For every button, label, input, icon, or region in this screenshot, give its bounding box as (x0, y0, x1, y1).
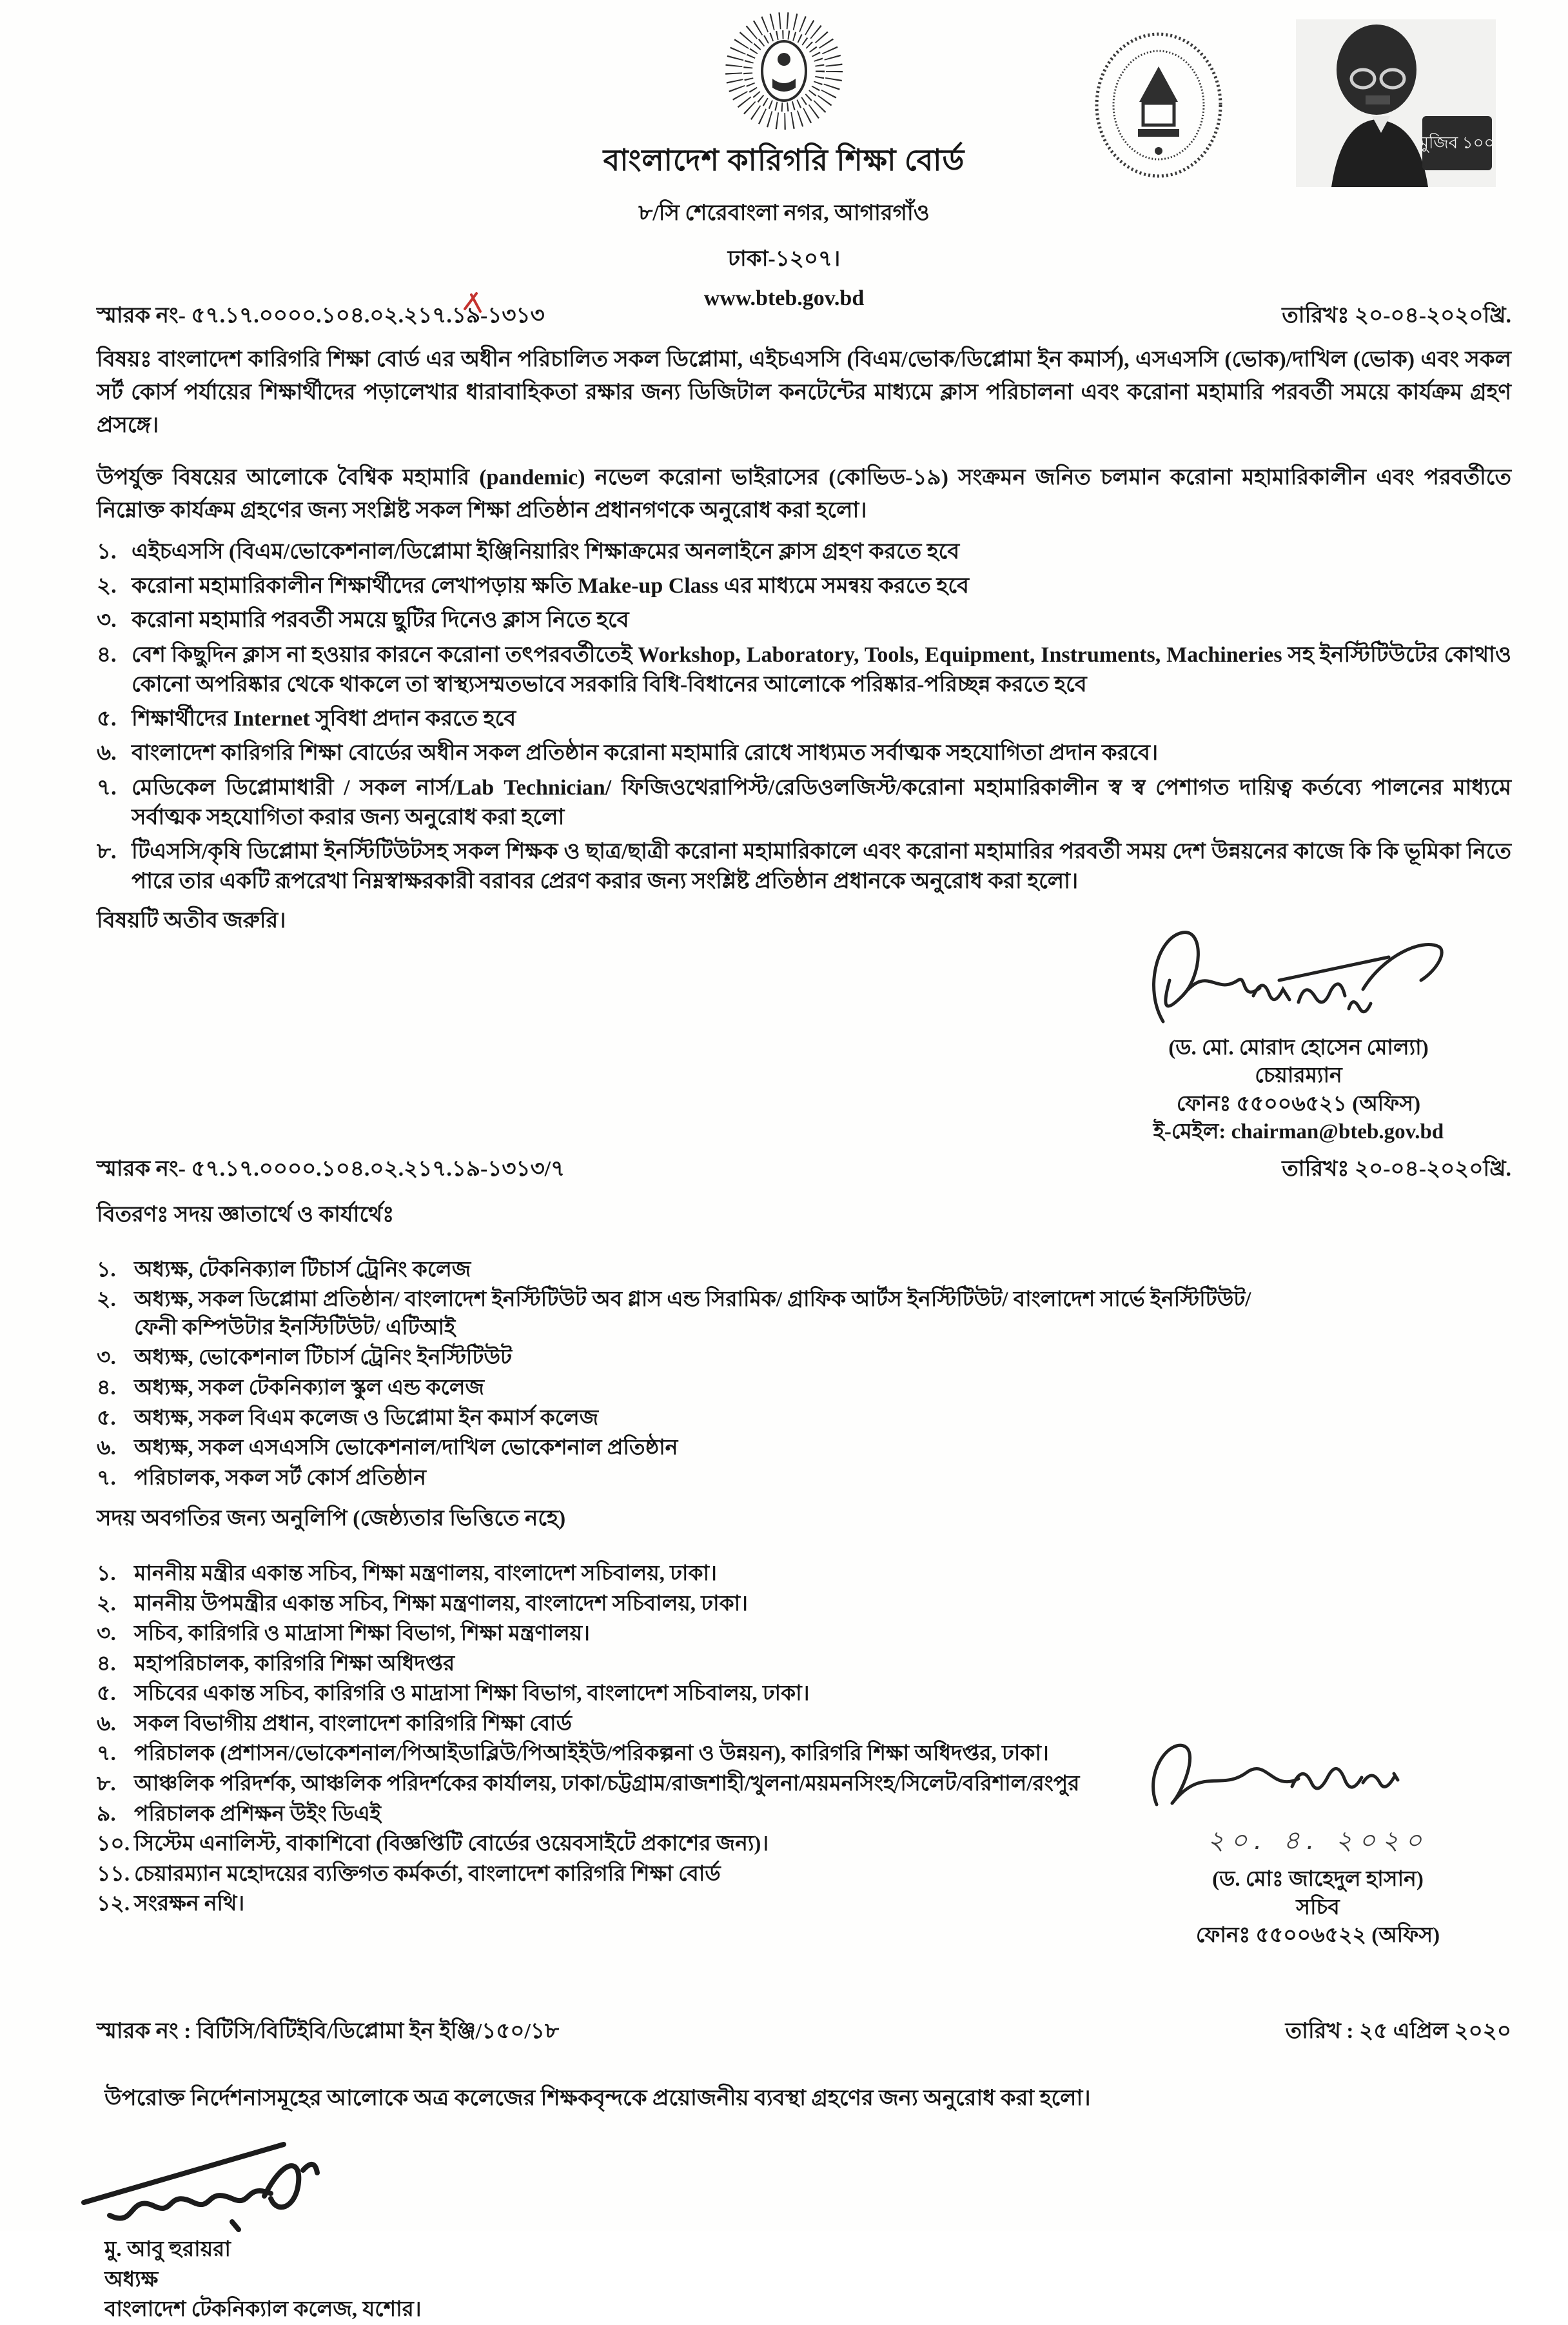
copy-item: ২. মাননীয় উপমন্ত্রীর একান্ত সচিব, শিক্ষা মন্ত্রণালয়, বাংলাদেশ সচিবালয়, ঢাকা। (97, 1592, 748, 1616)
letterhead (0, 0, 1568, 310)
opening-paragraph: উপর্যুক্ত বিষয়ের আলোকে বৈশ্বিক মহামারি (pandemic) নভেল করোনা ভাইরাসের (কোভিড-১৯) সংক্রমন জনিত চলমান করোনা মহামারিকালীন এবং পরবর্তীতে নিম্নোক্ত কার্যক্রম গ্রহণের জন্য সংশ্লিষ্ট সকল শিক্ষা প্রতিষ্ঠান প্রধানগণকে অনুরোধ করা হলো। (97, 466, 1511, 522)
distribution-heading: বিতরণঃ সদয় জ্ঞাতার্থে ও কার্যার্থেঃ (97, 1202, 395, 1227)
memo-row-1 (97, 299, 1511, 335)
chairman-signature (1086, 918, 1511, 1041)
mujib-100-portrait (1296, 19, 1496, 187)
secretary-signature (1118, 1727, 1518, 1824)
copy-item: ৮. আঞ্চলিক পরিদর্শক, আঞ্চলিক পরিদর্শকের কার্যালয়, ঢাকা/চট্টগ্রাম/রাজশাহী/খুলনা/ময়মনসিংহ/সিলেট/বরিশাল/রংপুর (97, 1772, 1080, 1796)
directive-item: ৮. টিএসসি/কৃষি ডিপ্লোমা ইনস্টিটিউটসহ সকল শিক্ষক ও ছাত্র/ছাত্রী করোনা মহামারিকালে এবং করোনা মহামারির পরবর্তী সময় দেশ উন্নয়নের কাজে কি কি ভূমিকা নিতে পারে তার একটি রূপরেখা নিম্নস্বাক্ষরকারী বরাবর প্রেরণ করার জন্য সংশ্লিষ্ট প্রতিষ্ঠান প্রধানকে অনুরোধ করা হলো। (97, 840, 1511, 894)
chairman-title: চেয়ারম্যান (1255, 1064, 1342, 1088)
copy-item: ৩. সচিব, কারিগরি ও মাদ্রাসা শিক্ষা বিভাগ, শিক্ষা মন্ত্রণালয়। (97, 1622, 590, 1646)
memo-number-3: স্মারক নং : বিটিসি/বিটিইবি/ডিপ্লোমা ইন ইঞ্জি/১৫০/১৮ (97, 2019, 560, 2043)
copies-heading: সদয় অবগতির জন্য অনুলিপি (জেষ্ঠ্যতার ভিত্তিতে নহে) (97, 1507, 566, 1531)
distribution-item: ৪. অধ্যক্ষ, সকল টেকনিক্যাল স্কুল এন্ড কলেজ (97, 1376, 485, 1400)
distribution-item: ১. অধ্যক্ষ, টেকনিক্যাল টিচার্স ট্রেনিং কলেজ (97, 1258, 471, 1281)
memo-date-3: তারিখ : ২৫ এপ্রিল ২০২০ (1285, 2019, 1511, 2043)
education-board-seal-icon (1093, 31, 1225, 179)
copy-item: ৯. পরিচালক প্রশিক্ষন উইং ডিএই (97, 1802, 381, 1826)
secretary-signature-block (1118, 1727, 1518, 1950)
copy-item: ৪. মহাপরিচালক, কারিগরি শিক্ষা অধিদপ্তর (97, 1652, 455, 1676)
distribution-item: ২. অধ্যক্ষ, সকল ডিপ্লোমা প্রতিষ্ঠান/ বাংলাদেশ ইনস্টিটিউট অব গ্লাস এন্ড সিরামিক/ গ্রাফিক আর্টস ইনস্টিটিউট/ বাংলাদেশ সার্ভে ইনস্টিটিউট/ ফেনী কম্পিউটার ইনস্টিটিউট/ এটিআই (97, 1288, 1251, 1340)
copy-item: ১০. সিস্টেম এনালিস্ট, বাকাশিবো (বিজ্ঞপ্তিটি বোর্ডের ওয়েবসাইটে প্রকাশের জন্য)। (97, 1832, 769, 1856)
memo-date-2: তারিখঃ ২০-০৪-২০২০খ্রি. (1282, 1156, 1511, 1181)
copy-item: ৬. সকল বিভাগীয় প্রধান, বাংলাদেশ কারিগরি শিক্ষা বোর্ড (97, 1712, 572, 1736)
chairman-signature-block (1086, 918, 1511, 1147)
chairman-name: (ড. মো. মোরাদ হোসেন মোল্যা) (1168, 1036, 1429, 1060)
distribution-item: ৫. অধ্যক্ষ, সকল বিএম কলেজ ও ডিপ্লোমা ইন কমার্স কলেজ (97, 1406, 599, 1430)
subject-paragraph: বিষয়ঃ বাংলাদেশ কারিগরি শিক্ষা বোর্ড এর অধীন পরিচালিত সকল ডিপ্লোমা, এইচএসসি (বিএম/ভোক/ডিপ্লোমা ইন কমার্স), এসএসসি (ভোক)/দাখিল (ভোক) এবং সকল সর্ট কোর্স পর্যায়ের শিক্ষার্থীদের পড়ালেখার ধারাবাহিকতা রক্ষার জন্য ডিজিটাল কনটেন্টের মাধ্যমে ক্লাস পরিচালনা এবং করোনা মহামারি পরবর্তী সময়ে কার্যক্রম গ্রহণ প্রসঙ্গে। (97, 348, 1511, 437)
secretary-name: (ড. মোঃ জাহেদুল হাসান) (1212, 1868, 1424, 1892)
secretary-phone: ফোনঃ ৫৫০০৬৫২২ (অফিস) (1195, 1924, 1440, 1948)
directives-list (97, 537, 1511, 897)
copy-item: ১২. সংরক্ষন নথি। (97, 1892, 245, 1916)
distribution-item: ৬. অধ্যক্ষ, সকল এসএসসি ভোকেশনাল/দাখিল ভোকেশনাল প্রতিষ্ঠান (97, 1436, 678, 1460)
distribution-list (97, 1256, 1511, 1492)
bteb-monogram-icon (710, 6, 858, 135)
forwarding-note: উপরোক্ত নির্দেশনাসমূহের আলোকে অত্র কলেজের শিক্ষকবৃন্দকে প্রয়োজনীয় ব্যবস্থা গ্রহণের জন্য অনুরোধ করা হলো। (104, 2086, 1091, 2110)
memo-number-2: স্মারক নং- ৫৭.১৭.০০০০.১০৪.০২.২১৭.১৯-১৩১৩/৭ (97, 1156, 565, 1181)
memo-number-1: স্মারক নং- ৫৭.১৭.০০০০.১০৪.০২.২১৭.১৯-১৩১৩ (97, 299, 545, 335)
distribution-item: ৭. পরিচালক, সকল সর্ট কোর্স প্রতিষ্ঠান (97, 1466, 426, 1490)
distribution-item: ৩. অধ্যক্ষ, ভোকেশনাল টিচার্স ট্রেনিং ইনস্টিটিউট (97, 1346, 513, 1370)
copy-item: ১১. চেয়ারম্যান মহোদয়ের ব্যক্তিগত কর্মকর্তা, বাংলাদেশ কারিগরি শিক্ষা বোর্ড (97, 1862, 721, 1886)
org-address-line2: ঢাকা-১২০৭। (727, 247, 841, 271)
copy-item: ১. মাননীয় মন্ত্রীর একান্ত সচিব, শিক্ষা মন্ত্রণালয়, বাংলাদেশ সচিবালয়, ঢাকা। (97, 1562, 717, 1586)
directive-item: ৩. করোনা মহামারি পরবর্তী সময়ে ছুটির দিনেও ক্লাস নিতে হবে (97, 608, 629, 633)
memo-row-3 (97, 2014, 1511, 2051)
principal-title: অধ্যক্ষ (104, 2268, 159, 2291)
principal-signature (71, 2132, 1511, 2235)
chairman-email: ই-মেইল: chairman@bteb.gov.bd (1153, 1120, 1444, 1144)
directive-item: ৫. শিক্ষার্থীদের Internet সুবিধা প্রদান করতে হবে (97, 707, 516, 731)
secretary-title: সচিব (1296, 1895, 1340, 1919)
directive-item: ১. এইচএসসি (বিএম/ভোকেশনাল/ডিপ্লোমা ইঞ্জিনিয়ারিং শিক্ষাক্রমের অনলাইনে ক্লাস গ্রহণ করতে হবে (97, 540, 960, 564)
directive-item: ৬. বাংলাদেশ কারিগরি শিক্ষা বোর্ডের অধীন সকল প্রতিষ্ঠান করোনা মহামারি রোধে সাধ্যমত সর্বাত্মক সহযোগিতা প্রদান করবে। (97, 741, 1159, 766)
memo-date-1: তারিখঃ ২০-০৪-২০২০খ্রি. (1282, 304, 1511, 328)
principal-signature-block (97, 2132, 1511, 2325)
mujib-100-label: মুজিব ১০০ (1419, 134, 1495, 152)
urgent-note: বিষয়টি অতীব জরুরি। (97, 908, 286, 933)
principal-org: বাংলাদেশ টেকনিক্যাল কলেজ, যশোর। (104, 2298, 422, 2322)
org-name: বাংলাদেশ কারিগরি শিক্ষা বোর্ড (603, 144, 965, 177)
copy-item: ৫. সচিবের একান্ত সচিব, কারিগরি ও মাদ্রাসা শিক্ষা বিভাগ, বাংলাদেশ সচিবালয়, ঢাকা। (97, 1682, 810, 1706)
copies-section (97, 1501, 1511, 1948)
secretary-handwritten-date: ২০. ৪. ২০২০ (1207, 1826, 1429, 1856)
org-website: www.bteb.gov.bd (703, 286, 865, 310)
chairman-phone: ফোনঃ ৫৫০০৬৫২১ (অফিস) (1176, 1092, 1421, 1116)
memo-row-2 (97, 1152, 1511, 1189)
principal-name: মু. আবু হুরায়রা (104, 2237, 231, 2261)
directive-item: ৭. মেডিকেল ডিপ্লোমাধারী / সকল নার্স/Lab Technician/ ফিজিওথেরাপিস্ট/রেডিওলজিস্ট/করোনা মহামারিকালীন স্ব স্ব পেশাগত দায়িত্ব কর্তব্যে পালনের মাধ্যমে সর্বাত্মক সহযোগিতা করার জন্য অনুরোধ করা হলো (97, 775, 1511, 829)
red-tick-mark (461, 290, 491, 315)
org-address-line1: ৮/সি শেরেবাংলা নগর, আগারগাঁও (638, 201, 930, 225)
letter-body (97, 299, 1511, 2325)
directive-item: ২. করোনা মহামারিকালীন শিক্ষার্থীদের লেখাপড়ায় ক্ষতি Make-up Class এর মাধ্যমে সমন্বয় করতে হবে (97, 574, 969, 599)
copy-item: ৭. পরিচালক (প্রশাসন/ভোকেশনাল/পিআইডাব্লিউ/পিআইইউ/পরিকল্পনা ও উন্নয়ন), কারিগরি শিক্ষা অধিদপ্তর, ঢাকা। (97, 1742, 1049, 1766)
directive-item: ৪. বেশ কিছুদিন ক্লাস না হওয়ার কারনে করোনা তৎপরবর্তীতেই Workshop, Laboratory, Tools, Equipment, Instruments, Machineries সহ ইনস্টিটিউটের কোথাও কোনো অপরিষ্কার থেকে থাকলে তা স্বাস্থ্যসম্মতভাবে সরকারি বিধি-বিধানের আলোকে পরিষ্কার-পরিচ্ছন্ন করতে হবে (97, 642, 1511, 697)
